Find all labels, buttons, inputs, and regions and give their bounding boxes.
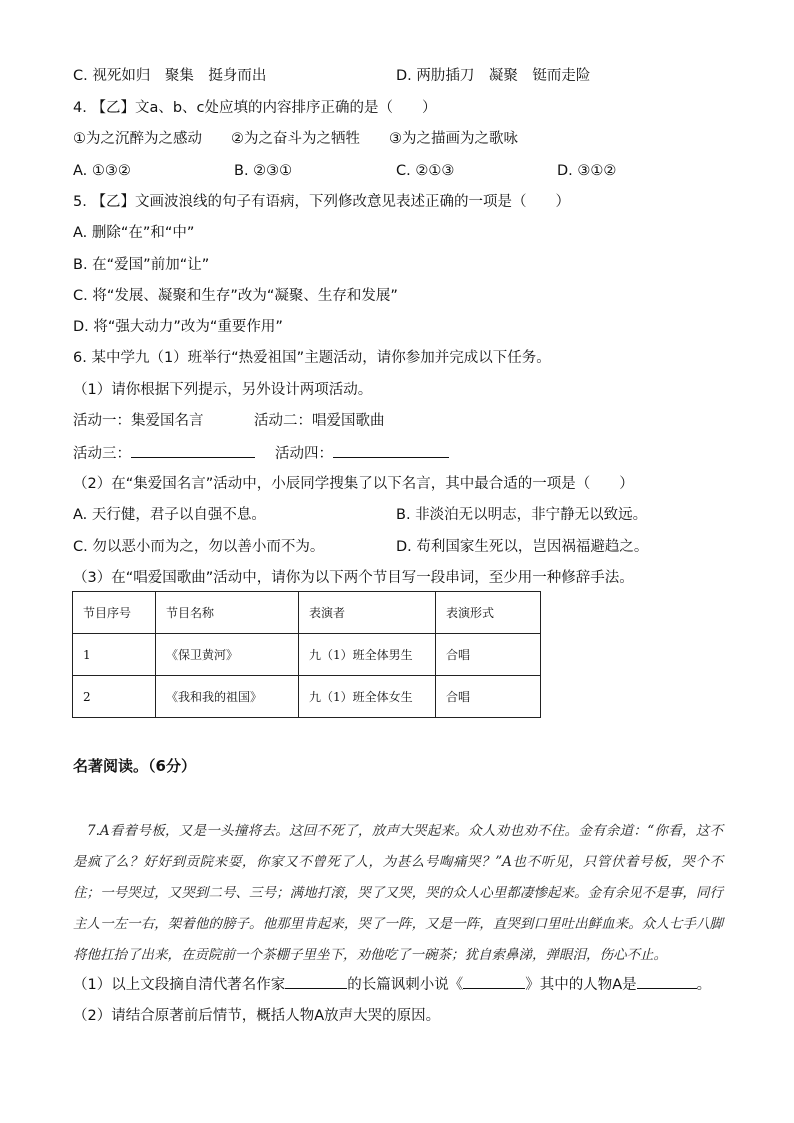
q4-option-a: A. ①③② bbox=[73, 163, 131, 179]
table-cell: 九（1）班全体女生 bbox=[299, 676, 436, 718]
q6-activity-3-label: 活动三： bbox=[73, 446, 131, 462]
section-title: 名著阅读。（6分） bbox=[73, 757, 196, 775]
q4-option-c: C. ②①③ bbox=[396, 163, 455, 179]
table-header: 节目序号 bbox=[73, 592, 156, 634]
table-cell: 2 bbox=[73, 676, 156, 718]
q6-option-b: B. 非淡泊无以明志，非宁静无以致远。 bbox=[396, 507, 648, 523]
q5-option-c: C. 将“发展、凝聚和生存”改为“凝聚、生存和发展” bbox=[73, 288, 398, 304]
q7-passage-text: 7.A看着号板，又是一头撞将去。这回不死了，放声大哭起来。众人劝也劝不住。金有余道：“你看，这不是疯了么？好好到贡院来耍，你家又不曾死了人，为甚么号啕痛哭？”A也不听见，只管伏着号板，哭个不住；一号哭过，又哭到二号、三号；满地打滚，哭了又哭，哭的众人心里都凄惨起来。金有余见不是事，同行主人一左一右，架着他的膀子。他那里肯起来，哭了一阵，又是一阵，直哭到口里吐出鲜血来。众人七手八脚将他扛抬了出来，在贡院前一个茶棚子里坐下，劝他吃了一碗茶；犹自索鼻涕，弹眼泪，伤心不止。 bbox=[73, 823, 723, 963]
table-header: 表演形式 bbox=[436, 592, 541, 634]
table-cell: 九（1）班全体男生 bbox=[299, 634, 436, 676]
q6-option-c: C. 勿以恶小而为之，勿以善小而不为。 bbox=[73, 539, 325, 555]
q7-sub1 bbox=[73, 974, 711, 995]
q7-novel-blank[interactable] bbox=[463, 974, 525, 989]
table-header: 节目名称 bbox=[156, 592, 299, 634]
q5-stem: 5. 【乙】文画波浪线的句子有语病，下列修改意见表述正确的一项是（ ） bbox=[73, 194, 570, 210]
q5-option-a: A. 删除“在”和“中” bbox=[73, 225, 195, 241]
q7-sub1-text-b: 的长篇讽刺小说《 bbox=[347, 977, 464, 993]
table-cell: 1 bbox=[73, 634, 156, 676]
table-header-row bbox=[73, 592, 541, 634]
table-cell: 合唱 bbox=[436, 676, 541, 718]
q7-character-blank[interactable] bbox=[637, 974, 697, 989]
table-cell: 合唱 bbox=[436, 634, 541, 676]
table-header: 表演者 bbox=[299, 592, 436, 634]
q7-sub1-text-d: 。 bbox=[696, 977, 712, 993]
q6-activity-4-blank[interactable] bbox=[333, 443, 449, 458]
table-row bbox=[73, 676, 541, 718]
q3-option-c: C. 视死如归 聚集 挺身而出 bbox=[73, 68, 267, 84]
q7-sub2: （2）请结合原著前后情节，概括人物A放声大哭的原因。 bbox=[73, 1008, 441, 1024]
q6-activity-4 bbox=[275, 443, 449, 464]
q3-option-d: D. 两肋插刀 凝聚 铤而走险 bbox=[396, 68, 591, 84]
q6-stem: 6. 某中学九（1）班举行“热爱祖国”主题活动，请你参加并完成以下任务。 bbox=[73, 350, 551, 366]
q7-author-blank[interactable] bbox=[285, 974, 347, 989]
q6-sub3: （3）在“唱爱国歌曲”活动中，请你为以下两个节目写一段串词，至少用一种修辞手法。 bbox=[73, 570, 634, 586]
q7-sub1-text-a: （1）以上文段摘自清代著名作家 bbox=[73, 977, 286, 993]
q6-activity-1: 活动一：集爱国名言 bbox=[73, 413, 204, 429]
table-cell: 《保卫黄河》 bbox=[156, 634, 299, 676]
q7-sub1-text-c: 》其中的人物A是 bbox=[525, 977, 637, 993]
q6-option-d: D. 苟利国家生死以，岂因祸福避趋之。 bbox=[396, 539, 649, 555]
q6-activity-2: 活动二：唱爱国歌曲 bbox=[254, 413, 385, 429]
q4-stem: 4. 【乙】文a、b、c处应填的内容排序正确的是（ ） bbox=[73, 100, 437, 116]
q5-option-b: B. 在“爱国”前加“让” bbox=[73, 257, 210, 273]
program-table bbox=[72, 591, 541, 718]
q6-activity-4-label: 活动四： bbox=[275, 446, 333, 462]
table-row bbox=[73, 634, 541, 676]
q6-activity-3-blank[interactable] bbox=[131, 443, 255, 458]
table-cell: 《我和我的祖国》 bbox=[156, 676, 299, 718]
q5-option-d: D. 将“强大动力”改为“重要作用” bbox=[73, 319, 283, 335]
q6-sub1: （1）请你根据下列提示，另外设计两项活动。 bbox=[73, 382, 373, 398]
q6-option-a: A. 天行健，君子以自强不息。 bbox=[73, 507, 266, 523]
q6-sub2: （2）在“集爱国名言”活动中，小辰同学搜集了以下名言，其中最合适的一项是（ ） bbox=[73, 476, 634, 492]
q4-option-d: D. ③①② bbox=[557, 163, 617, 179]
q4-option-b: B. ②③① bbox=[234, 163, 293, 179]
q4-items: ①为之沉醉为之感动 ②为之奋斗为之牺牲 ③为之描画为之歌咏 bbox=[73, 131, 518, 147]
q7-passage bbox=[73, 816, 723, 971]
q6-activity-3 bbox=[73, 443, 255, 464]
